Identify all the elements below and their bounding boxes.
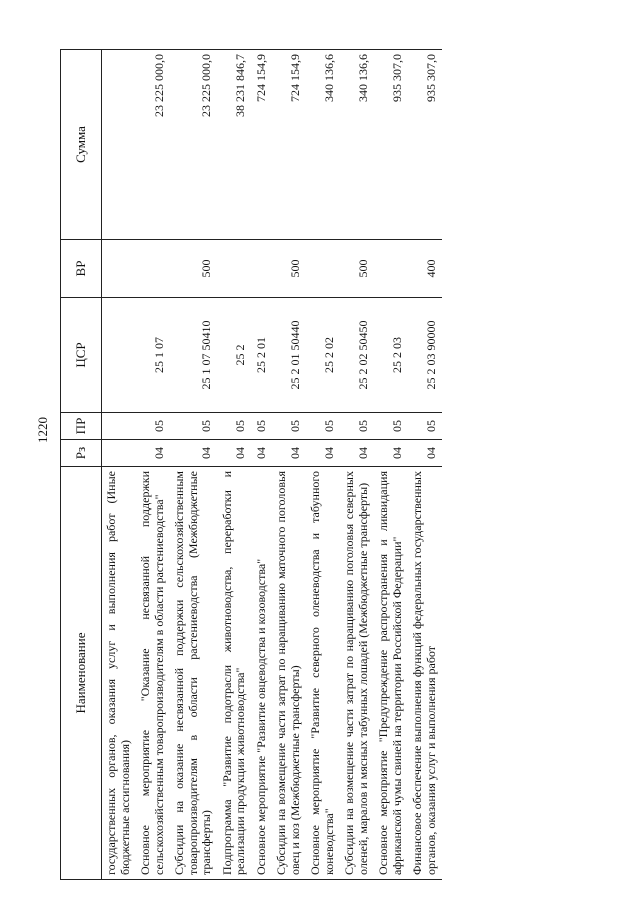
header-pr: ПР xyxy=(61,413,102,440)
row-sum: 23 225 000,0 xyxy=(136,50,170,240)
row-csr: 25 1 07 50410 xyxy=(170,298,218,413)
header-rz: Рз xyxy=(61,440,102,467)
row-sum: 340 136,6 xyxy=(306,50,340,240)
row-sum: 38 231 846,7 xyxy=(218,50,252,240)
row-rz: 04 xyxy=(136,440,170,467)
row-csr: 25 2 01 50440 xyxy=(272,298,306,413)
table-row xyxy=(408,50,442,880)
row-csr: 25 2 03 90000 xyxy=(408,298,442,413)
table-row xyxy=(218,50,252,880)
row-pr xyxy=(102,413,137,440)
header-vr: ВР xyxy=(61,240,102,298)
row-vr xyxy=(218,240,252,298)
row-sum xyxy=(102,50,137,240)
row-pr: 05 xyxy=(218,413,252,440)
row-rz: 04 xyxy=(306,440,340,467)
table-row xyxy=(272,50,306,880)
row-vr: 400 xyxy=(408,240,442,298)
table-row xyxy=(252,50,273,880)
row-name: Основное мероприятие "Оказание несвязанной поддержки сельскохозяйственным товаропроизводителям в области растениеводства" xyxy=(136,467,170,880)
row-pr: 05 xyxy=(252,413,273,440)
row-rz: 04 xyxy=(374,440,408,467)
budget-table xyxy=(60,49,442,880)
row-rz: 04 xyxy=(272,440,306,467)
row-csr: 25 2 03 xyxy=(374,298,408,413)
row-vr xyxy=(102,240,137,298)
row-name: Финансовое обеспечение выполнения функций федеральных государственных органов, оказания услуг и выполнения работ xyxy=(408,467,442,880)
table-row xyxy=(340,50,374,880)
row-csr: 25 2 xyxy=(218,298,252,413)
row-name: государственных органов, оказания услуг и выполнения работ (Иные бюджетные ассигнования) xyxy=(102,467,137,880)
row-sum: 935 307,0 xyxy=(408,50,442,240)
row-rz: 04 xyxy=(408,440,442,467)
header-name: Наименование xyxy=(61,467,102,880)
header-csr: ЦСР xyxy=(61,298,102,413)
row-vr xyxy=(374,240,408,298)
row-vr: 500 xyxy=(170,240,218,298)
row-name: Основное мероприятие "Предупреждение распространения и ликвидация африканской чумы свиней на территории Российской Федерации" xyxy=(374,467,408,880)
row-name: Основное мероприятие "Развитие северного оленеводства и табунного коневодства" xyxy=(306,467,340,880)
row-rz: 04 xyxy=(218,440,252,467)
row-csr: 25 2 02 50450 xyxy=(340,298,374,413)
row-csr xyxy=(102,298,137,413)
row-rz: 04 xyxy=(252,440,273,467)
table-row xyxy=(170,50,218,880)
row-csr: 25 2 01 xyxy=(252,298,273,413)
row-sum: 935 307,0 xyxy=(374,50,408,240)
row-sum: 23 225 000,0 xyxy=(170,50,218,240)
row-vr: 500 xyxy=(272,240,306,298)
row-pr: 05 xyxy=(170,413,218,440)
row-rz: 04 xyxy=(170,440,218,467)
budget-table-rotated xyxy=(60,50,600,880)
table-header-row xyxy=(61,50,102,880)
row-sum: 340 136,6 xyxy=(340,50,374,240)
row-csr: 25 1 07 xyxy=(136,298,170,413)
row-rz xyxy=(102,440,137,467)
row-vr: 500 xyxy=(340,240,374,298)
row-pr: 05 xyxy=(408,413,442,440)
row-pr: 05 xyxy=(272,413,306,440)
row-vr xyxy=(252,240,273,298)
row-name: Подпрограмма "Развитие подотрасли животноводства, переработки и реализации продукции животноводства" xyxy=(218,467,252,880)
page-number: 1220 xyxy=(35,417,50,443)
table-row xyxy=(102,50,137,880)
row-rz: 04 xyxy=(340,440,374,467)
row-pr: 05 xyxy=(374,413,408,440)
row-pr: 05 xyxy=(306,413,340,440)
table-row xyxy=(306,50,340,880)
row-pr: 05 xyxy=(136,413,170,440)
row-pr: 05 xyxy=(340,413,374,440)
row-name: Основное мероприятие "Развитие овцеводства и козоводства" xyxy=(252,467,273,880)
row-vr xyxy=(136,240,170,298)
row-csr: 25 2 02 xyxy=(306,298,340,413)
row-name: Субсидии на возмещение части затрат по наращиванию поголовья северных оленей, маралов и мясных табунных лошадей (Межбюджетные трансферты) xyxy=(340,467,374,880)
row-sum: 724 154,9 xyxy=(272,50,306,240)
table-row xyxy=(374,50,408,880)
table-row xyxy=(136,50,170,880)
row-name: Субсидии на оказание несвязанной поддержки сельскохозяйственным товаропроизводителям в области растениеводства (Межбюджетные трансферты) xyxy=(170,467,218,880)
row-name: Субсидии на возмещение части затрат по наращиванию маточного поголовья овец и коз (Межбюджетные трансферты) xyxy=(272,467,306,880)
row-vr xyxy=(306,240,340,298)
header-sum: Сумма xyxy=(61,50,102,240)
row-sum: 724 154,9 xyxy=(252,50,273,240)
